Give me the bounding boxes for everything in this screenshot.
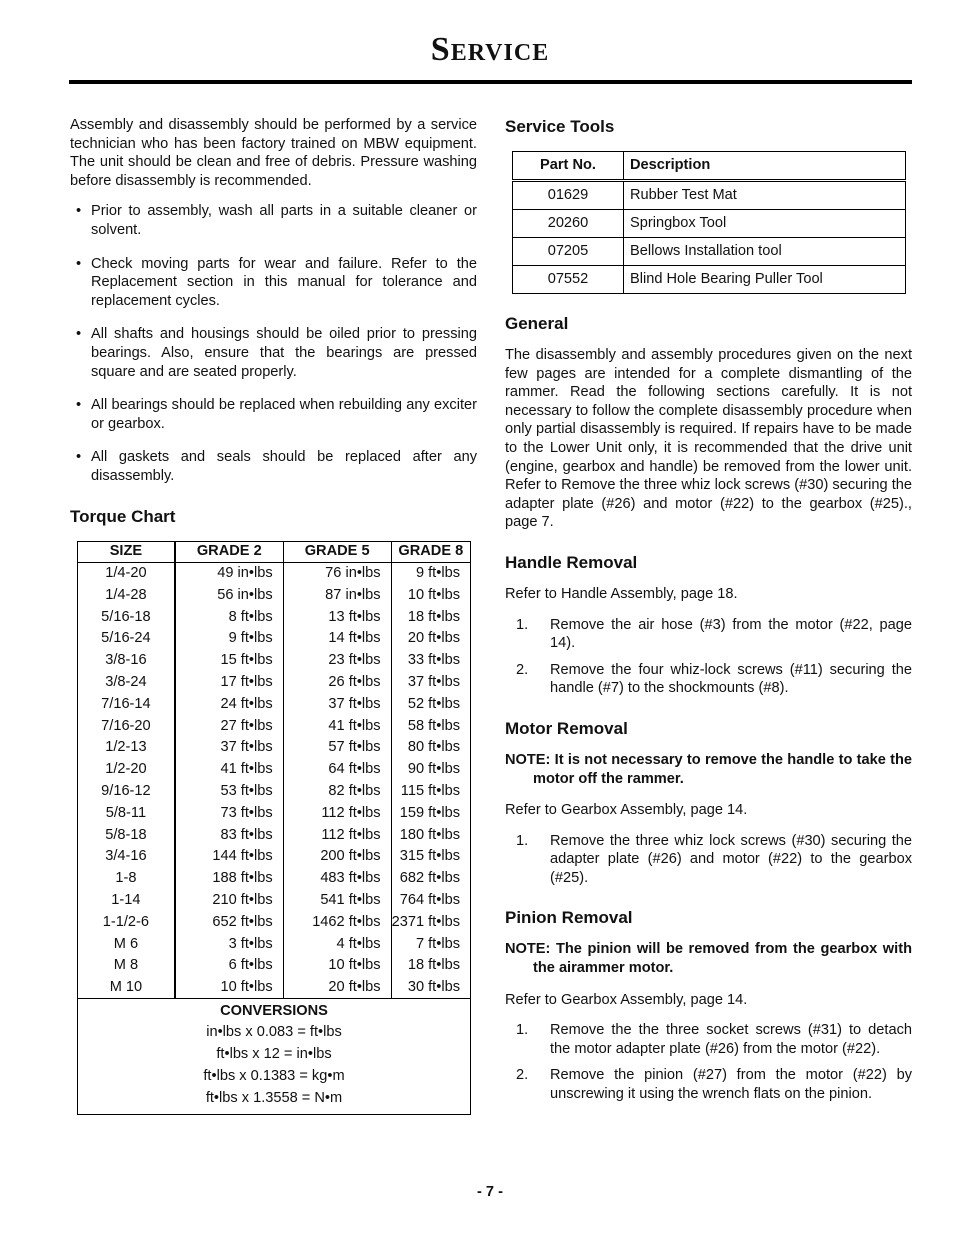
table-header-row <box>78 541 471 562</box>
torque-grade-5-cell: 76 in•lbs <box>283 562 391 584</box>
torque-grade-5-cell: 37 ft•lbs <box>283 693 391 715</box>
motor-removal-steps <box>505 832 912 888</box>
torque-grade-5-cell: 64 ft•lbs <box>283 759 391 781</box>
torque-grade-2-cell: 17 ft•lbs <box>175 671 283 693</box>
torque-grade-8-cell: 764 ft•lbs <box>399 892 460 909</box>
step-number: 1. <box>516 1022 529 1039</box>
torque-grade-8-cell: 18 ft•lbs <box>407 608 460 625</box>
torque-grade-5-cell: 200 ft•lbs <box>283 846 391 868</box>
torque-chart-body <box>78 562 471 999</box>
column-header-description: Description <box>624 152 906 181</box>
step-text: Remove the pinion (#27) from the motor (#22) by unscrewing it using the wrench flats on the pinion. <box>550 1067 912 1103</box>
part-description: Rubber Test Mat <box>624 181 906 210</box>
motor-removal-heading: Motor Removal <box>505 718 628 738</box>
torque-size-cell: 1/2-13 <box>78 737 175 759</box>
torque-grade-8-cell: 58 ft•lbs <box>407 717 460 734</box>
torque-size-cell: 1/2-20 <box>78 759 175 781</box>
torque-grade-5-cell: 4 ft•lbs <box>283 933 391 955</box>
list-item: • Prior to assembly, wash all parts in a suitable cleaner or solvent. <box>70 202 477 239</box>
torque-size-cell: 3/8-16 <box>78 650 175 672</box>
right-column <box>505 116 912 1104</box>
torque-grade-8-cell: 10 ft•lbs <box>407 586 460 603</box>
list-item <box>505 1066 912 1103</box>
list-item: • Check moving parts for wear and failure. Refer to the Replacement section in this manual for tolerance and replacement cycles. <box>70 255 477 311</box>
part-number: 01629 <box>513 181 624 210</box>
torque-grade-8-cell: 159 ft•lbs <box>399 804 460 821</box>
intro-paragraph: Assembly and disassembly should be performed by a service technician who has been factory trained on MBW equipment. The unit should be clean and free of debris. Pressure washing before disassembly is recommended. <box>70 117 477 189</box>
title-rule <box>69 80 912 84</box>
handle-removal-heading: Handle Removal <box>505 552 638 572</box>
torque-grade-2-cell: 56 in•lbs <box>175 584 283 606</box>
part-description: Springbox Tool <box>624 210 906 238</box>
torque-grade-5-cell: 483 ft•lbs <box>283 868 391 890</box>
motor-removal-reference: Refer to Gearbox Assembly, page 14. <box>505 802 748 819</box>
page-title: Service <box>430 31 550 68</box>
torque-grade-2-cell: 27 ft•lbs <box>175 715 283 737</box>
table-row <box>78 868 471 890</box>
conversion-line: ft•lbs x 12 = in•lbs <box>216 1046 332 1063</box>
table-row <box>78 759 471 781</box>
torque-size-cell: M 8 <box>78 955 175 977</box>
general-heading: General <box>505 314 569 333</box>
torque-grade-8-cell: 80 ft•lbs <box>407 739 460 756</box>
torque-grade-8-cell: 90 ft•lbs <box>407 761 460 778</box>
column-header-size: SIZE <box>78 541 175 562</box>
torque-size-cell: 9/16-12 <box>78 780 175 802</box>
torque-chart-table <box>77 541 471 1115</box>
table-row <box>78 606 471 628</box>
torque-grade-5-cell: 82 ft•lbs <box>283 780 391 802</box>
step-text: Remove the the three socket screws (#31) to detach the motor adapter plate (#26) from the motor (#22). <box>550 1022 912 1057</box>
motor-removal-note: NOTE: It is not necessary to remove the handle to take the motor off the rammer. <box>505 751 912 787</box>
torque-grade-8-cell: 682 ft•lbs <box>399 870 460 887</box>
torque-size-cell: M 6 <box>78 933 175 955</box>
table-row <box>78 889 471 911</box>
list-item <box>505 832 912 888</box>
table-row <box>513 238 906 266</box>
torque-grade-8-cell: 52 ft•lbs <box>407 695 460 712</box>
part-description: Bellows Installation tool <box>624 238 906 266</box>
table-row <box>78 584 471 606</box>
pinion-removal-heading: Pinion Removal <box>505 908 633 928</box>
torque-grade-2-cell: 24 ft•lbs <box>175 693 283 715</box>
table-row <box>78 562 471 584</box>
torque-grade-2-cell: 53 ft•lbs <box>175 780 283 802</box>
table-row <box>78 628 471 650</box>
conversions-row <box>78 999 471 1114</box>
table-row <box>78 846 471 868</box>
intro-bullet-list <box>70 202 477 485</box>
table-row <box>78 955 471 977</box>
column-header-grade-8: GRADE 8 <box>391 541 470 562</box>
torque-grade-2-cell: 6 ft•lbs <box>175 955 283 977</box>
torque-grade-5-cell: 112 ft•lbs <box>283 802 391 824</box>
column-header-grade-5: GRADE 5 <box>283 541 391 562</box>
conversion-line: ft•lbs x 1.3558 = N•m <box>205 1089 343 1106</box>
torque-grade-2-cell: 9 ft•lbs <box>175 628 283 650</box>
table-row <box>513 266 906 294</box>
torque-grade-8-cell: 315 ft•lbs <box>399 848 460 865</box>
general-paragraph: The disassembly and assembly procedures given on the next few pages are intended for a complete dismantling of the rammer. Read the following sections carefully. It is not necessary to follow the complete disassembly procedure when only partial disassembly is required. If repairs have to be made to the Lower Unit only, it is recommended that the drive unit (engine, gearbox and handle) be removed from the lower unit. Refer to Remove the three whiz lock screws (#30) securing the adapter plate (#26) and motor (#22) to the gearbox (#25)., page 7. <box>505 347 912 531</box>
step-number: 1. <box>516 616 529 633</box>
torque-grade-5-cell: 87 in•lbs <box>283 584 391 606</box>
service-tools-table <box>512 151 906 294</box>
torque-grade-2-cell: 144 ft•lbs <box>175 846 283 868</box>
torque-grade-5-cell: 20 ft•lbs <box>283 977 391 999</box>
torque-size-cell: 5/8-11 <box>78 802 175 824</box>
torque-grade-5-cell: 57 ft•lbs <box>283 737 391 759</box>
list-item <box>505 661 912 698</box>
pinion-removal-note: NOTE: The pinion will be removed from the gearbox with the airammer motor. <box>505 941 912 977</box>
torque-grade-2-cell: 83 ft•lbs <box>175 824 283 846</box>
step-number: 1. <box>516 832 529 849</box>
torque-grade-5-cell: 26 ft•lbs <box>283 671 391 693</box>
table-row <box>78 780 471 802</box>
torque-grade-8-cell: 20 ft•lbs <box>407 630 460 647</box>
torque-grade-5-cell: 41 ft•lbs <box>283 715 391 737</box>
conversion-line: in•lbs x 0.083 = ft•lbs <box>206 1024 342 1041</box>
table-row <box>78 933 471 955</box>
torque-grade-8-cell: 115 ft•lbs <box>400 783 460 800</box>
torque-size-cell: 5/16-24 <box>78 628 175 650</box>
torque-size-cell: 1/4-28 <box>78 584 175 606</box>
torque-grade-8-cell: 7 ft•lbs <box>415 935 460 952</box>
table-row <box>78 650 471 672</box>
step-text: Remove the four whiz-lock screws (#11) securing the handle (#7) to the shockmounts (#8). <box>550 661 912 697</box>
torque-grade-8-cell: 37 ft•lbs <box>407 674 460 691</box>
torque-size-cell: 1-14 <box>78 889 175 911</box>
step-text: Remove the air hose (#3) from the motor (#22, page 14). <box>550 616 912 652</box>
torque-size-cell: 1/4-20 <box>78 562 175 584</box>
torque-grade-2-cell: 3 ft•lbs <box>175 933 283 955</box>
pinion-removal-steps <box>505 1021 912 1103</box>
torque-size-cell: 3/4-16 <box>78 846 175 868</box>
pinion-removal-reference: Refer to Gearbox Assembly, page 14. <box>505 991 748 1008</box>
torque-grade-5-cell: 23 ft•lbs <box>283 650 391 672</box>
service-tools-heading: Service Tools <box>505 117 615 136</box>
list-item <box>505 1021 912 1058</box>
table-row <box>78 802 471 824</box>
table-row <box>78 693 471 715</box>
conversion-line: ft•lbs x 0.1383 = kg•m <box>203 1068 345 1085</box>
part-number: 20260 <box>513 210 624 238</box>
torque-grade-5-cell: 541 ft•lbs <box>283 889 391 911</box>
torque-size-cell: 5/16-18 <box>78 606 175 628</box>
torque-grade-2-cell: 652 ft•lbs <box>175 911 283 933</box>
table-row <box>78 824 471 846</box>
torque-size-cell: 5/8-18 <box>78 824 175 846</box>
torque-size-cell: 1-1/2-6 <box>78 911 175 933</box>
torque-chart-heading: Torque Chart <box>70 506 176 526</box>
step-number: 2. <box>516 1067 529 1084</box>
conversions-cell <box>78 999 471 1114</box>
torque-grade-5-cell: 14 ft•lbs <box>283 628 391 650</box>
torque-grade-8-cell: 9 ft•lbs <box>415 565 460 582</box>
list-item: • All bearings should be replaced when rebuilding any exciter or gearbox. <box>70 396 477 433</box>
torque-size-cell: 1-8 <box>78 868 175 890</box>
table-row <box>78 715 471 737</box>
torque-grade-5-cell: 1462 ft•lbs <box>283 911 391 933</box>
torque-size-cell: 7/16-20 <box>78 715 175 737</box>
handle-removal-steps <box>505 616 912 698</box>
part-description: Blind Hole Bearing Puller Tool <box>624 266 906 294</box>
torque-grade-8-cell: 2371 ft•lbs <box>391 913 460 930</box>
torque-size-cell: 7/16-14 <box>78 693 175 715</box>
table-row <box>78 977 471 999</box>
left-column <box>70 116 477 1115</box>
torque-size-cell: 3/8-24 <box>78 671 175 693</box>
page-number: - 7 - <box>477 1184 503 1200</box>
table-row <box>78 671 471 693</box>
table-header-row <box>513 152 906 181</box>
part-number: 07205 <box>513 238 624 266</box>
torque-grade-8-cell: 18 ft•lbs <box>407 957 460 974</box>
list-item: • All shafts and housings should be oiled prior to pressing bearings. Also, ensure that the bearings are pressed square and are seated properly. <box>70 325 477 381</box>
torque-grade-2-cell: 49 in•lbs <box>175 562 283 584</box>
table-row <box>513 210 906 238</box>
list-item <box>505 616 912 653</box>
torque-grade-5-cell: 13 ft•lbs <box>283 606 391 628</box>
torque-grade-8-cell: 30 ft•lbs <box>407 979 460 996</box>
part-number: 07552 <box>513 266 624 294</box>
torque-grade-2-cell: 41 ft•lbs <box>175 759 283 781</box>
table-row <box>513 181 906 210</box>
step-number: 2. <box>516 661 529 678</box>
torque-grade-5-cell: 10 ft•lbs <box>283 955 391 977</box>
step-text: Remove the three whiz lock screws (#30) securing the adapter plate (#26) and motor (#22) to the gearbox (#25). <box>550 832 912 886</box>
torque-grade-8-cell: 33 ft•lbs <box>407 652 460 669</box>
list-item: • All gaskets and seals should be replaced after any disassembly. <box>70 448 477 485</box>
torque-grade-8-cell: 180 ft•lbs <box>399 826 460 843</box>
torque-grade-2-cell: 73 ft•lbs <box>175 802 283 824</box>
torque-size-cell: M 10 <box>78 977 175 999</box>
conversions-title: CONVERSIONS <box>220 1003 328 1020</box>
table-row <box>78 737 471 759</box>
column-header-part-no: Part No. <box>513 152 624 181</box>
torque-grade-2-cell: 8 ft•lbs <box>175 606 283 628</box>
table-row <box>78 911 471 933</box>
torque-grade-2-cell: 37 ft•lbs <box>175 737 283 759</box>
column-header-grade-2: GRADE 2 <box>175 541 283 562</box>
torque-grade-2-cell: 188 ft•lbs <box>175 868 283 890</box>
torque-grade-2-cell: 10 ft•lbs <box>175 977 283 999</box>
handle-removal-reference: Refer to Handle Assembly, page 18. <box>505 585 738 602</box>
torque-grade-2-cell: 15 ft•lbs <box>175 650 283 672</box>
torque-grade-2-cell: 210 ft•lbs <box>175 889 283 911</box>
torque-grade-5-cell: 112 ft•lbs <box>283 824 391 846</box>
